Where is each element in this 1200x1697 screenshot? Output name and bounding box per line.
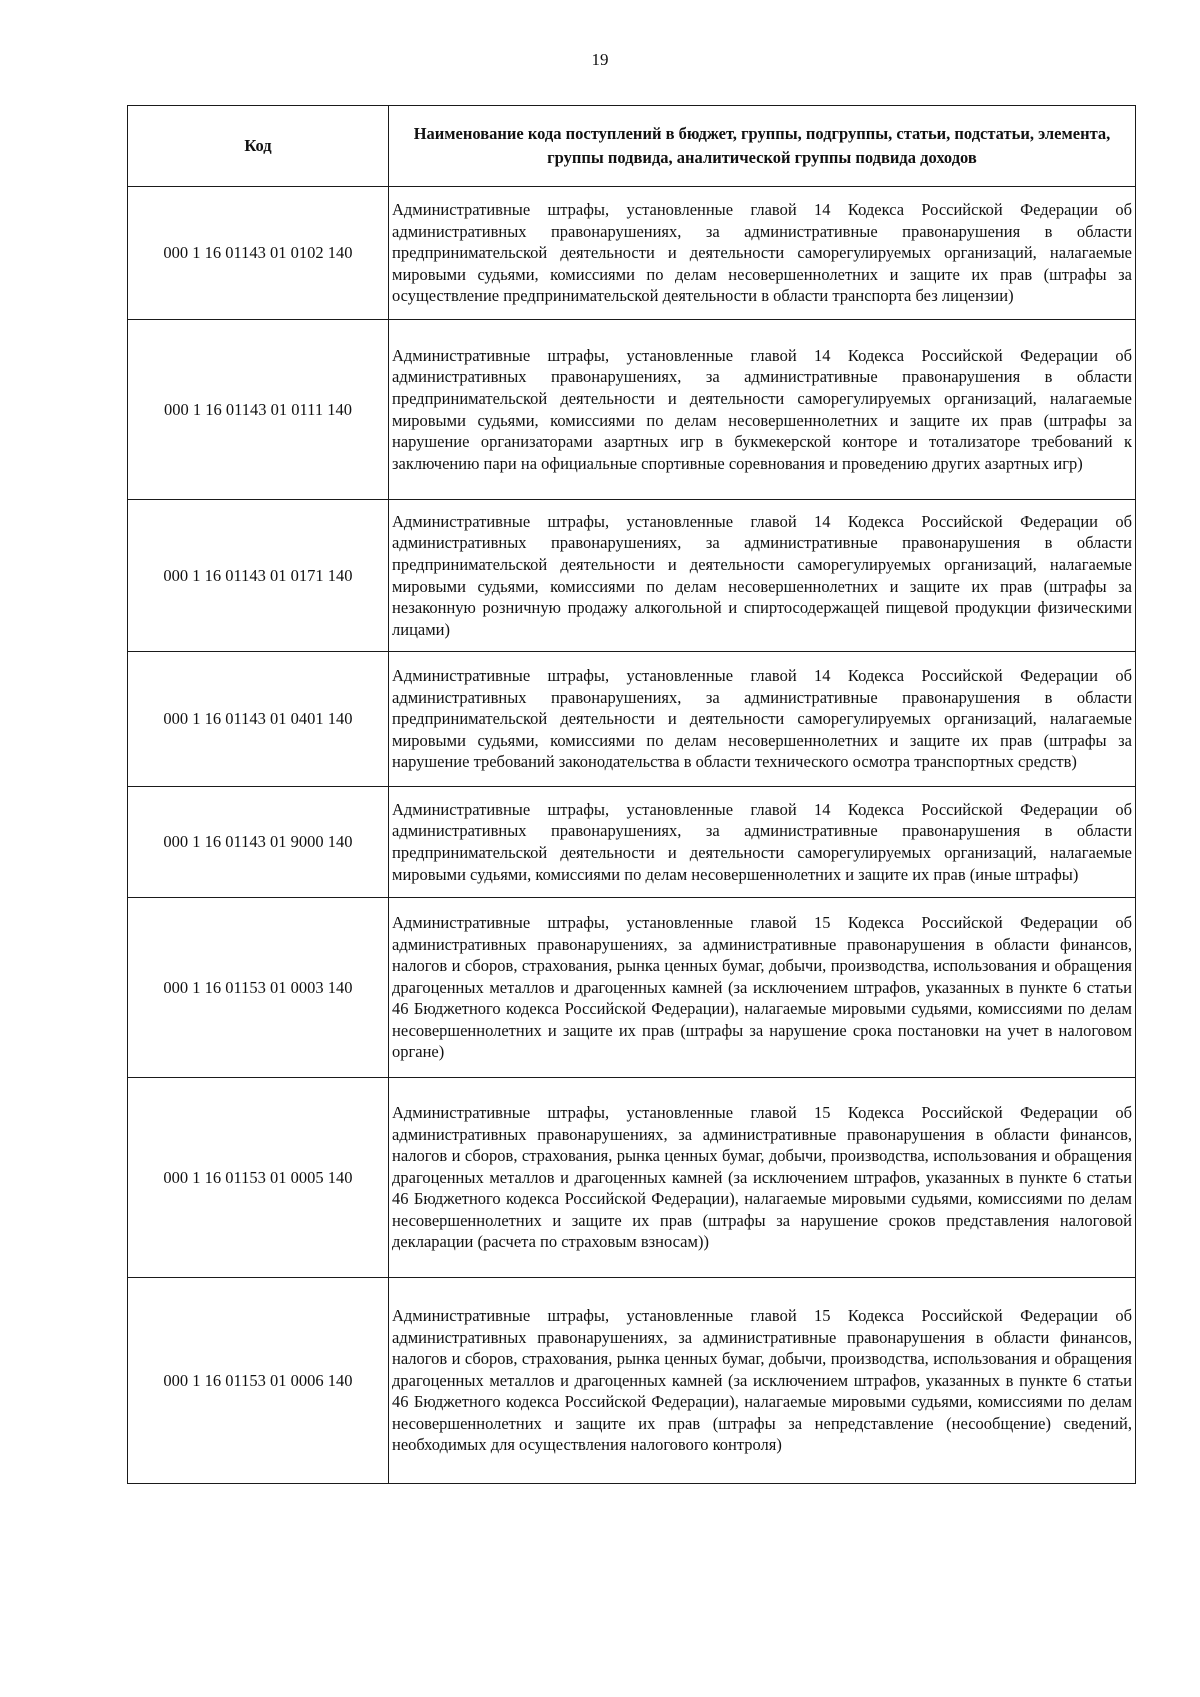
row-code: 000 1 16 01143 01 0401 140: [128, 652, 389, 787]
row-description: Административные штрафы, установленные главой 14 Кодекса Российской Федерации об административных правонарушениях, за административные правонарушения в области предпринимательской деятельности и деятельности саморегулируемых организаций, налагаемые мировыми судьями, комиссиями по делам несовершеннолетних и защите их прав (штрафы за нарушение организаторами азартных игр в букмекерской конторе и тотализаторе требований к заключению пари на официальные спортивные соревнования и проведению других азартных игр): [389, 320, 1136, 500]
table-row: [128, 1078, 1136, 1278]
row-code: 000 1 16 01143 01 0171 140: [128, 500, 389, 652]
table-row: [128, 898, 1136, 1078]
table-header-row: [128, 106, 1136, 187]
revenue-codes-table: [127, 105, 1136, 1484]
row-code: 000 1 16 01143 01 9000 140: [128, 787, 389, 898]
row-code: 000 1 16 01153 01 0005 140: [128, 1078, 389, 1278]
row-code: 000 1 16 01143 01 0111 140: [128, 320, 389, 500]
row-description: Административные штрафы, установленные главой 15 Кодекса Российской Федерации об административных правонарушениях, за административные правонарушения в области финансов, налогов и сборов, страхования, рынка ценных бумаг, добычи, производства, использования и обращения драгоценных металлов и драгоценных камней (за исключением штрафов, указанных в пункте 6 статьи 46 Бюджетного кодекса Российской Федерации), налагаемые мировыми судьями, комиссиями по делам несовершеннолетних и защите их прав (штрафы за нарушение срока постановки на учет в налоговом органе): [389, 898, 1136, 1078]
page-number: 19: [591, 50, 609, 69]
header-code: Код: [128, 106, 389, 187]
row-code: 000 1 16 01153 01 0006 140: [128, 1278, 389, 1484]
table-row: [128, 787, 1136, 898]
table-row: [128, 500, 1136, 652]
header-name: Наименование кода поступлений в бюджет, группы, подгруппы, статьи, подстатьи, элемента, группы подвида, аналитической группы подвида доходов: [389, 106, 1136, 187]
row-description: Административные штрафы, установленные главой 14 Кодекса Российской Федерации об административных правонарушениях, за административные правонарушения в области предпринимательской деятельности и деятельности саморегулируемых организаций, налагаемые мировыми судьями, комиссиями по делам несовершеннолетних и защите их прав (иные штрафы): [389, 787, 1136, 898]
row-code: 000 1 16 01153 01 0003 140: [128, 898, 389, 1078]
row-code: 000 1 16 01143 01 0102 140: [128, 187, 389, 320]
row-description: Административные штрафы, установленные главой 14 Кодекса Российской Федерации об административных правонарушениях, за административные правонарушения в области предпринимательской деятельности и деятельности саморегулируемых организаций, налагаемые мировыми судьями, комиссиями по делам несовершеннолетних и защите их прав (штрафы за осуществление предпринимательской деятельности в области транспорта без лицензии): [389, 187, 1136, 320]
row-description: Административные штрафы, установленные главой 14 Кодекса Российской Федерации об административных правонарушениях, за административные правонарушения в области предпринимательской деятельности и деятельности саморегулируемых организаций, налагаемые мировыми судьями, комиссиями по делам несовершеннолетних и защите их прав (штрафы за нарушение требований законодательства в области технического осмотра транспортных средств): [389, 652, 1136, 787]
table-row: [128, 652, 1136, 787]
table-row: [128, 320, 1136, 500]
table-row: [128, 1278, 1136, 1484]
row-description: Административные штрафы, установленные главой 15 Кодекса Российской Федерации об административных правонарушениях, за административные правонарушения в области финансов, налогов и сборов, страхования, рынка ценных бумаг, добычи, производства, использования и обращения драгоценных металлов и драгоценных камней (за исключением штрафов, указанных в пункте 6 статьи 46 Бюджетного кодекса Российской Федерации), налагаемые мировыми судьями, комиссиями по делам несовершеннолетних и защите их прав (штрафы за нарушение сроков представления налоговой декларации (расчета по страховым взносам)): [389, 1078, 1136, 1278]
table-row: [128, 187, 1136, 320]
row-description: Административные штрафы, установленные главой 14 Кодекса Российской Федерации об административных правонарушениях, за административные правонарушения в области предпринимательской деятельности и деятельности саморегулируемых организаций, налагаемые мировыми судьями, комиссиями по делам несовершеннолетних и защите их прав (штрафы за незаконную розничную продажу алкогольной и спиртосодержащей пищевой продукции физическими лицами): [389, 500, 1136, 652]
row-description: Административные штрафы, установленные главой 15 Кодекса Российской Федерации об административных правонарушениях, за административные правонарушения в области финансов, налогов и сборов, страхования, рынка ценных бумаг, добычи, производства, использования и обращения драгоценных металлов и драгоценных камней (за исключением штрафов, указанных в пункте 6 статьи 46 Бюджетного кодекса Российской Федерации), налагаемые мировыми судьями, комиссиями по делам несовершеннолетних и защите их прав (штрафы за непредставление (несообщение) сведений, необходимых для осуществления налогового контроля): [389, 1278, 1136, 1484]
